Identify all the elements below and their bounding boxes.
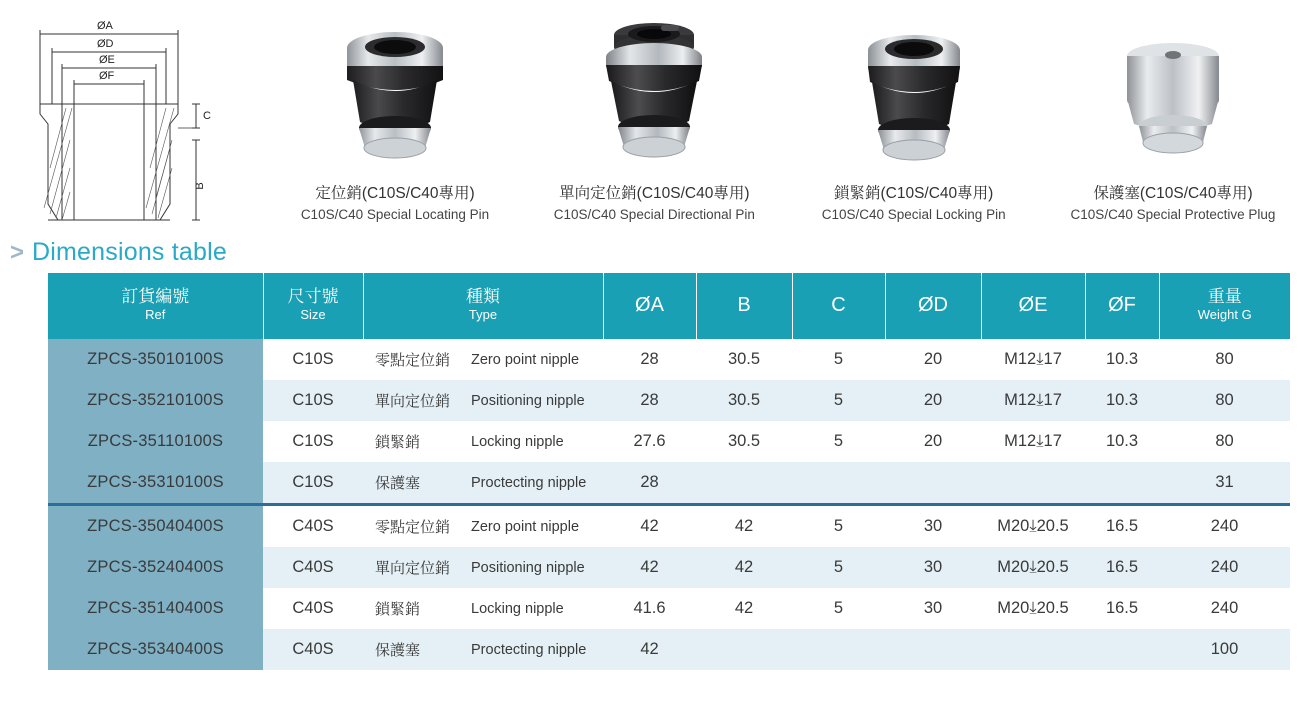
cell-size: C10S: [263, 421, 363, 462]
table-row: [48, 547, 1290, 588]
cell-e: M12⤓17: [981, 421, 1085, 462]
cell-c: 5: [792, 339, 885, 380]
product-strip: [0, 0, 1308, 232]
cell-c: 5: [792, 380, 885, 421]
cell-type: 單向定位銷 Positioning nipple: [363, 547, 603, 588]
col-header-weight: 重量 Weight G: [1159, 273, 1290, 339]
cell-ref: ZPCS-35010100S: [48, 339, 263, 380]
table-row: [48, 462, 1290, 505]
cell-ref: ZPCS-35310100S: [48, 462, 263, 505]
product-name-zh: 單向定位銷(C10S/C40專用): [559, 185, 750, 202]
product-item-directional-pin: [529, 8, 779, 224]
dim-label-c: C: [203, 110, 211, 122]
cell-d: 30: [885, 547, 981, 588]
cell-ref: ZPCS-35340400S: [48, 629, 263, 670]
cell-weight: 240: [1159, 588, 1290, 629]
product-name-en: C10S/C40 Special Directional Pin: [553, 207, 755, 223]
product-name-en: C10S/C40 Special Locating Pin: [300, 207, 490, 223]
cell-f: [1085, 629, 1159, 670]
cell-f: [1085, 462, 1159, 505]
table-row: [48, 421, 1290, 462]
cell-size: C40S: [263, 588, 363, 629]
product-name-en: C10S/C40 Special Protective Plug: [1070, 207, 1276, 223]
product-item-locking-pin: [789, 8, 1039, 224]
cell-a: 42: [603, 547, 696, 588]
cell-c: [792, 462, 885, 505]
cell-d: 30: [885, 505, 981, 548]
cell-weight: 80: [1159, 339, 1290, 380]
cell-c: 5: [792, 505, 885, 548]
cell-c: 5: [792, 588, 885, 629]
dim-label-a: ØA: [97, 20, 113, 32]
cell-f: 10.3: [1085, 380, 1159, 421]
dim-label-d: ØD: [97, 38, 114, 50]
cell-e: M20⤓20.5: [981, 505, 1085, 548]
cell-type: 單向定位銷 Positioning nipple: [363, 380, 603, 421]
cell-size: C10S: [263, 339, 363, 380]
cell-size: C10S: [263, 380, 363, 421]
cell-f: 16.5: [1085, 588, 1159, 629]
cell-type: 保護塞 Proctecting nipple: [363, 629, 603, 670]
cell-d: 30: [885, 588, 981, 629]
cell-type: 鎖緊銷 Locking nipple: [363, 588, 603, 629]
cell-size: C10S: [263, 462, 363, 505]
dim-label-b: B: [194, 182, 206, 190]
cell-e: M12⤓17: [981, 339, 1085, 380]
cell-b: 30.5: [696, 380, 792, 421]
protective-plug-photo: [1048, 8, 1298, 178]
col-header-diameter-e: ØE: [981, 273, 1085, 339]
cell-b: 30.5: [696, 339, 792, 380]
cell-f: 10.3: [1085, 421, 1159, 462]
cell-d: 20: [885, 339, 981, 380]
dim-label-f: ØF: [99, 70, 115, 82]
product-name-zh: 鎖緊銷(C10S/C40專用): [833, 185, 994, 202]
cell-weight: 100: [1159, 629, 1290, 670]
table-row: [48, 339, 1290, 380]
product-name-en: C10S/C40 Special Locking Pin: [821, 207, 1006, 223]
cell-ref: ZPCS-35110100S: [48, 421, 263, 462]
col-header-type: 種類 Type: [363, 273, 603, 339]
cell-d: 20: [885, 380, 981, 421]
cell-f: 16.5: [1085, 547, 1159, 588]
cell-weight: 240: [1159, 547, 1290, 588]
cell-e: [981, 629, 1085, 670]
cell-a: 42: [603, 629, 696, 670]
product-list: [270, 8, 1308, 224]
product-item-protective-plug: [1048, 8, 1298, 224]
product-name-zh: 定位銷(C10S/C40專用): [315, 185, 475, 202]
cell-b: 42: [696, 588, 792, 629]
cell-e: M20⤓20.5: [981, 588, 1085, 629]
cell-weight: 240: [1159, 505, 1290, 548]
cell-b: [696, 462, 792, 505]
cell-f: 16.5: [1085, 505, 1159, 548]
col-header-diameter-f: ØF: [1085, 273, 1159, 339]
cell-type: 零點定位銷 Zero point nipple: [363, 505, 603, 548]
cell-size: C40S: [263, 629, 363, 670]
cell-b: [696, 629, 792, 670]
cell-type: 鎖緊銷 Locking nipple: [363, 421, 603, 462]
cell-d: 20: [885, 421, 981, 462]
technical-drawing: [0, 8, 270, 233]
cell-ref: ZPCS-35210100S: [48, 380, 263, 421]
table-row: [48, 588, 1290, 629]
table-row: [48, 505, 1290, 548]
cell-d: [885, 462, 981, 505]
col-header-diameter-d: ØD: [885, 273, 981, 339]
cell-b: 42: [696, 547, 792, 588]
table-row: [48, 380, 1290, 421]
cell-c: 5: [792, 547, 885, 588]
table-row: [48, 629, 1290, 670]
cell-size: C40S: [263, 547, 363, 588]
locating-pin-photo: [270, 8, 520, 178]
cell-weight: 80: [1159, 380, 1290, 421]
chevron-right-icon: >: [10, 238, 25, 266]
cell-d: [885, 629, 981, 670]
col-header-ref: 訂貨編號 Ref: [48, 273, 263, 339]
cell-b: 30.5: [696, 421, 792, 462]
cell-ref: ZPCS-35240400S: [48, 547, 263, 588]
dim-label-e: ØE: [99, 54, 115, 66]
cell-size: C40S: [263, 505, 363, 548]
product-name-zh: 保護塞(C10S/C40專用): [1093, 185, 1253, 202]
cell-ref: ZPCS-35140400S: [48, 588, 263, 629]
cell-type: 保護塞 Proctecting nipple: [363, 462, 603, 505]
table-header-row: [48, 273, 1290, 339]
cell-a: 28: [603, 380, 696, 421]
dimensions-table: [48, 273, 1290, 670]
cell-weight: 80: [1159, 421, 1290, 462]
section-heading: [10, 238, 1308, 267]
cell-a: 42: [603, 505, 696, 548]
cell-f: 10.3: [1085, 339, 1159, 380]
cell-a: 41.6: [603, 588, 696, 629]
col-header-size: 尺寸號 Size: [263, 273, 363, 339]
cell-a: 27.6: [603, 421, 696, 462]
cell-type: 零點定位銷 Zero point nipple: [363, 339, 603, 380]
col-header-diameter-a: ØA: [603, 273, 696, 339]
cell-weight: 31: [1159, 462, 1290, 505]
cell-c: 5: [792, 421, 885, 462]
cell-c: [792, 629, 885, 670]
cell-e: [981, 462, 1085, 505]
cell-a: 28: [603, 462, 696, 505]
col-header-b: B: [696, 273, 792, 339]
cell-e: M20⤓20.5: [981, 547, 1085, 588]
directional-pin-photo: [529, 8, 779, 178]
cell-a: 28: [603, 339, 696, 380]
cell-e: M12⤓17: [981, 380, 1085, 421]
cell-ref: ZPCS-35040400S: [48, 505, 263, 548]
product-item-locating-pin: [270, 8, 520, 224]
dimensions-table-wrap: [48, 273, 1294, 670]
cell-b: 42: [696, 505, 792, 548]
locking-pin-photo: [789, 8, 1039, 178]
col-header-c: C: [792, 273, 885, 339]
page-title: Dimensions table: [32, 238, 227, 266]
